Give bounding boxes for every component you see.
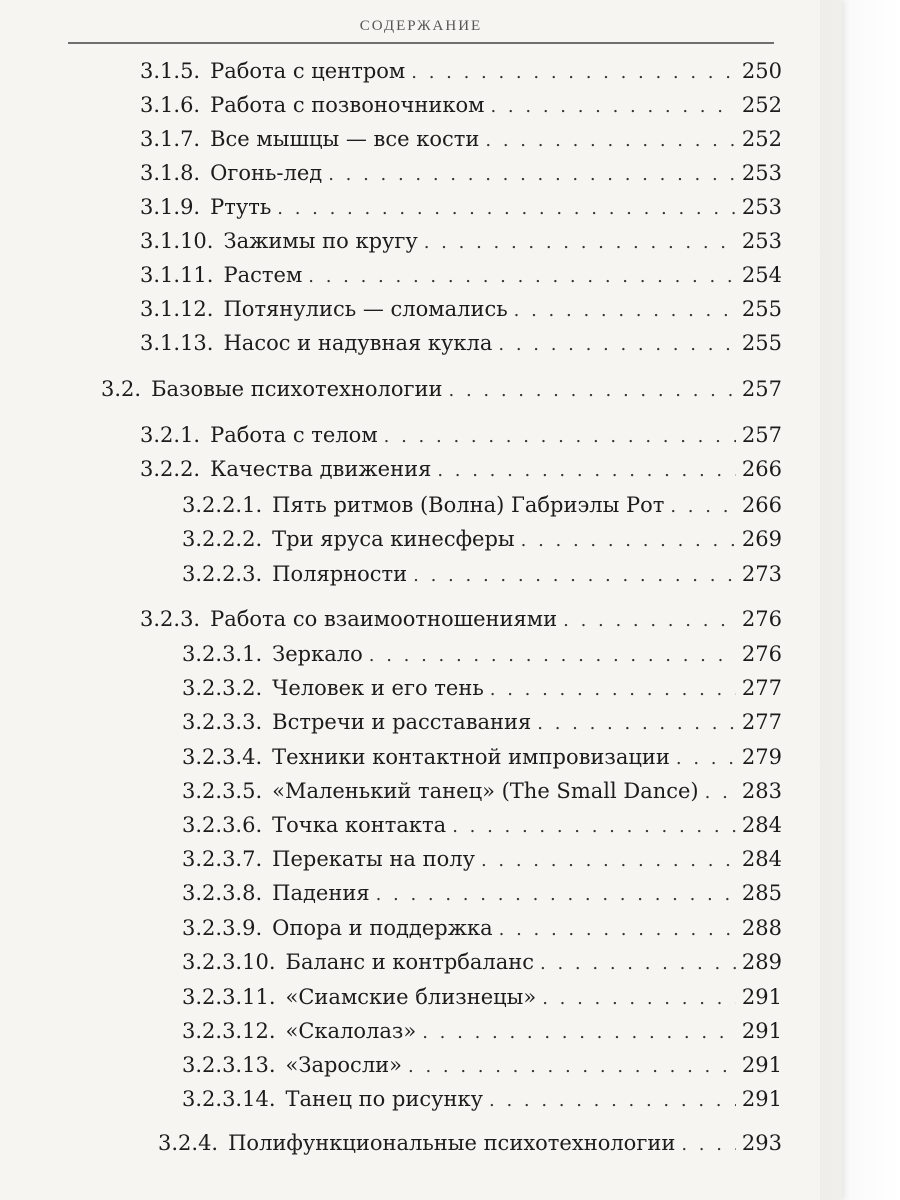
- toc-entry: [182, 1085, 782, 1113]
- dot-leader: [542, 985, 736, 1013]
- running-header: СОДЕРЖАНИЕ: [359, 18, 483, 34]
- section-title: Работа с центром: [210, 59, 406, 83]
- toc-entry: [140, 605, 782, 633]
- page-number: 285: [741, 881, 782, 905]
- dot-leader: [308, 263, 736, 291]
- section-title: Три яруса кинесферы: [272, 527, 515, 551]
- page-number: 253: [741, 195, 782, 219]
- page-number: 273: [741, 562, 782, 586]
- section-title: «Скалолаз»: [285, 1019, 417, 1043]
- toc-entry: [140, 125, 782, 153]
- section-title: Насос и надувная кукла: [223, 331, 493, 355]
- dot-leader: [485, 127, 736, 155]
- dot-leader: [498, 331, 736, 359]
- section-title: Базовые психотехнологии: [151, 377, 443, 401]
- section-title: Ртуть: [210, 195, 272, 219]
- toc-entry: [140, 421, 782, 449]
- page-number: 253: [741, 229, 782, 253]
- section-title: Встречи и расставания: [272, 710, 532, 734]
- section-number: 3.1.6.: [140, 93, 201, 117]
- section-number: 3.1.12.: [140, 297, 214, 321]
- toc-entry: [182, 948, 782, 976]
- section-number: 3.2.: [101, 377, 142, 401]
- toc-entry: [182, 640, 782, 668]
- toc-entry: [182, 845, 782, 873]
- section-number: 3.2.3.6.: [182, 813, 263, 837]
- dot-leader: [499, 916, 736, 944]
- section-number: 3.2.3.: [140, 607, 201, 631]
- page-edge-shadow: [820, 0, 900, 1200]
- section-number: 3.2.2.1.: [182, 493, 263, 517]
- page-number: 257: [741, 377, 782, 401]
- section-number: 3.2.3.3.: [182, 710, 263, 734]
- section-title: Пять ритмов (Волна) Габриэлы Рот: [272, 493, 665, 517]
- toc-entry: [140, 193, 782, 221]
- section-number: 3.2.3.4.: [182, 745, 263, 769]
- dot-leader: [384, 423, 736, 451]
- section-title: Работа с позвоночником: [210, 93, 485, 117]
- page-number: 266: [741, 493, 782, 517]
- section-number: 3.2.3.13.: [182, 1053, 276, 1077]
- page-number: 291: [741, 1019, 782, 1043]
- section-number: 3.2.2.: [140, 457, 201, 481]
- section-title: «Маленький танец» (The Small Dance): [272, 779, 699, 803]
- section-number: 3.2.1.: [140, 423, 201, 447]
- dot-leader: [490, 93, 735, 121]
- toc-entry: [182, 560, 782, 588]
- section-title: Танец по рисунку: [285, 1087, 483, 1111]
- dot-leader: [705, 779, 736, 807]
- toc-entry: [182, 983, 782, 1011]
- page-number: 253: [741, 161, 782, 185]
- toc-entry: [182, 879, 782, 907]
- toc-entry: [140, 91, 782, 119]
- toc-entry: [140, 57, 782, 85]
- dot-leader: [452, 813, 736, 841]
- section-title: Полярности: [272, 562, 408, 586]
- section-title: «Заросли»: [285, 1053, 402, 1077]
- section-number: 3.1.7.: [140, 127, 201, 151]
- section-title: Огонь-лед: [210, 161, 323, 185]
- section-title: Зажимы по кругу: [223, 229, 418, 253]
- section-title: Опора и поддержка: [272, 916, 493, 940]
- section-number: 3.1.11.: [140, 263, 214, 287]
- dot-leader: [563, 607, 736, 635]
- page-number: 291: [741, 1087, 782, 1111]
- toc-entry: [182, 743, 782, 771]
- toc-entry: [182, 777, 782, 805]
- dot-leader: [540, 950, 736, 978]
- section-number: 3.2.3.8.: [182, 881, 263, 905]
- dot-leader: [521, 527, 736, 555]
- page-number: 252: [741, 93, 782, 117]
- dot-leader: [424, 229, 736, 257]
- page-number: 276: [741, 607, 782, 631]
- page-number: 255: [741, 297, 782, 321]
- section-title: Точка контакта: [272, 813, 447, 837]
- toc-entry: [140, 227, 782, 255]
- dot-leader: [411, 59, 736, 87]
- section-title: Работа со взаимоотношениями: [210, 607, 558, 631]
- dot-leader: [514, 297, 736, 325]
- toc-entry: [182, 1017, 782, 1045]
- dot-leader: [489, 1087, 736, 1115]
- toc-entry: [140, 261, 782, 289]
- page-number: 284: [741, 813, 782, 837]
- toc-entry: [182, 1051, 782, 1079]
- dot-leader: [376, 881, 736, 909]
- section-title: Техники контактной импровизации: [272, 745, 670, 769]
- dot-leader: [670, 493, 736, 521]
- toc-entry: [140, 159, 782, 187]
- dot-leader: [437, 457, 736, 485]
- page-number: 279: [741, 745, 782, 769]
- page-number: 291: [741, 1053, 782, 1077]
- toc-entry: [182, 491, 782, 519]
- dot-leader: [490, 676, 736, 704]
- section-number: 3.2.3.2.: [182, 676, 263, 700]
- section-number: 3.2.3.9.: [182, 916, 263, 940]
- dot-leader: [449, 377, 736, 405]
- dot-leader: [277, 195, 736, 223]
- page-number: 255: [741, 331, 782, 355]
- page-number: 252: [741, 127, 782, 151]
- toc-entry: [182, 674, 782, 702]
- page-number: 288: [741, 916, 782, 940]
- section-number: 3.2.3.10.: [182, 950, 276, 974]
- toc-entry: [140, 295, 782, 323]
- page-number: 250: [741, 59, 782, 83]
- section-title: Качества движения: [210, 457, 432, 481]
- toc-entry: [182, 914, 782, 942]
- section-title: Полифункциональные психотехнологии: [228, 1131, 676, 1155]
- page-number: 276: [741, 642, 782, 666]
- dot-leader: [328, 161, 736, 189]
- section-title: Зеркало: [272, 642, 363, 666]
- section-title: Человек и его тень: [272, 676, 484, 700]
- toc-entry: [140, 329, 782, 357]
- section-title: Работа с телом: [210, 423, 378, 447]
- section-number: 3.1.8.: [140, 161, 201, 185]
- section-title: Перекаты на полу: [272, 847, 475, 871]
- page-number: 266: [741, 457, 782, 481]
- section-number: 3.2.2.2.: [182, 527, 263, 551]
- page-number: 269: [741, 527, 782, 551]
- toc-entry: [182, 811, 782, 839]
- toc-entry: [158, 1129, 782, 1157]
- page-number: 283: [741, 779, 782, 803]
- section-number: 3.1.5.: [140, 59, 201, 83]
- section-title: Падения: [272, 881, 370, 905]
- section-number: 3.1.9.: [140, 195, 201, 219]
- dot-leader: [369, 642, 736, 670]
- toc-entry: [140, 455, 782, 483]
- toc-entry: [182, 525, 782, 553]
- page-number: 291: [741, 985, 782, 1009]
- header-rule: [68, 42, 774, 44]
- section-number: 3.2.3.7.: [182, 847, 263, 871]
- section-number: 3.2.4.: [158, 1131, 219, 1155]
- section-number: 3.2.3.14.: [182, 1087, 276, 1111]
- dot-leader: [676, 745, 736, 773]
- toc-entry: [101, 375, 782, 403]
- page-number: 289: [741, 950, 782, 974]
- section-number: 3.2.3.11.: [182, 985, 276, 1009]
- section-number: 3.1.10.: [140, 229, 214, 253]
- section-title: Потянулись — сломались: [223, 297, 508, 321]
- page-number: 277: [741, 676, 782, 700]
- dot-leader: [481, 847, 736, 875]
- dot-leader: [537, 710, 736, 738]
- dot-leader: [408, 1053, 736, 1081]
- section-number: 3.2.2.3.: [182, 562, 263, 586]
- section-title: Растем: [223, 263, 303, 287]
- page-number: 277: [741, 710, 782, 734]
- section-number: 3.2.3.12.: [182, 1019, 276, 1043]
- section-number: 3.2.3.1.: [182, 642, 263, 666]
- section-number: 3.1.13.: [140, 331, 214, 355]
- dot-leader: [413, 562, 736, 590]
- page-number: 284: [741, 847, 782, 871]
- page-number: 257: [741, 423, 782, 447]
- section-number: 3.2.3.5.: [182, 779, 263, 803]
- dot-leader: [422, 1019, 736, 1047]
- dot-leader: [681, 1131, 736, 1159]
- section-title: «Сиамские близнецы»: [285, 985, 537, 1009]
- toc-entry: [182, 708, 782, 736]
- section-title: Баланс и контрбаланс: [285, 950, 535, 974]
- page-number: 254: [741, 263, 782, 287]
- section-title: Все мышцы — все кости: [210, 127, 480, 151]
- page-number: 293: [741, 1131, 782, 1155]
